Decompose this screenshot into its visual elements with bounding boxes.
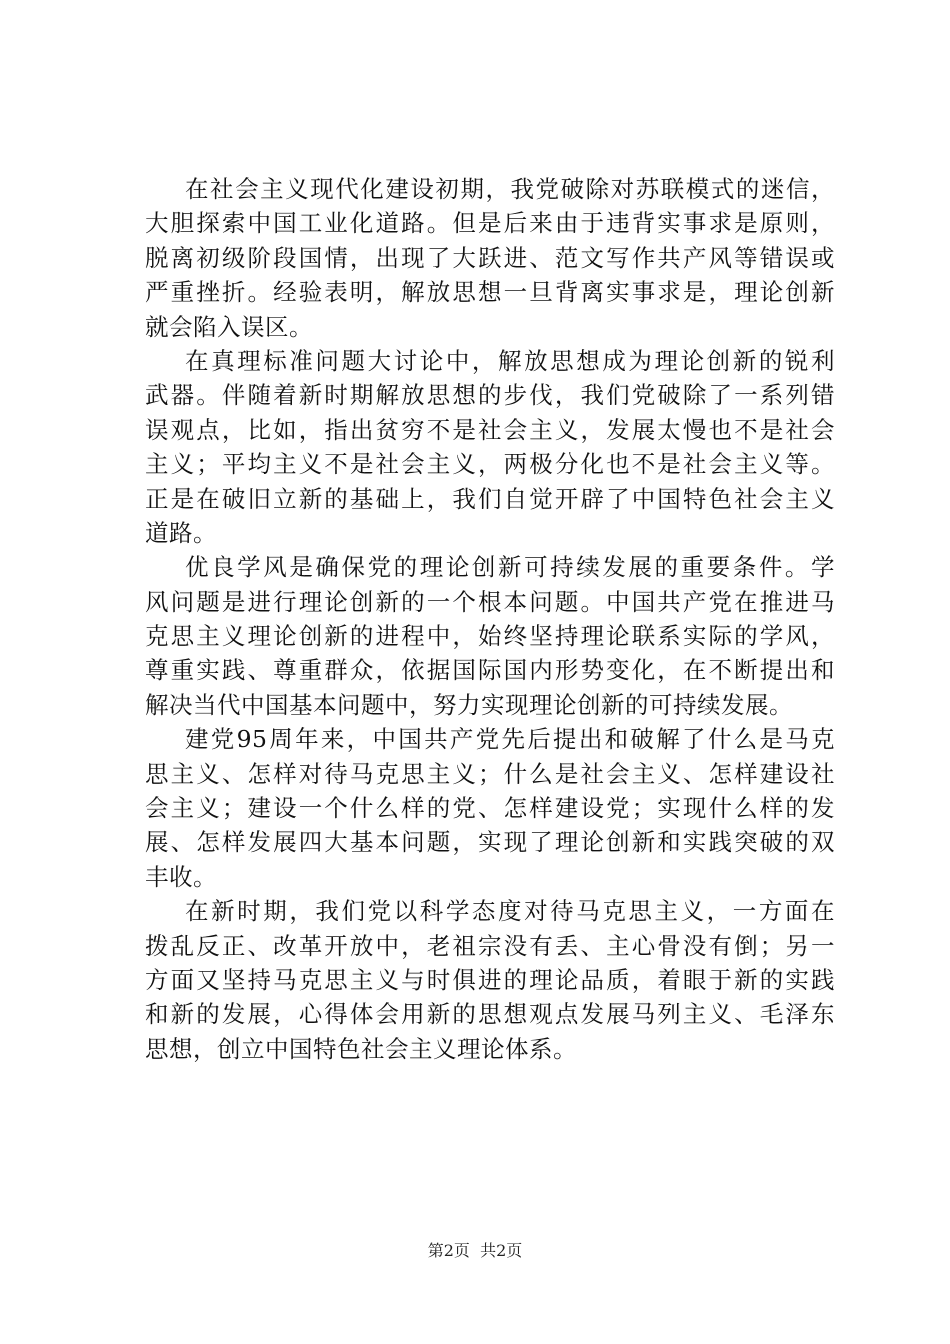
text-line: 脱离初级阶段国情，出现了大跃进、范文写作共产风等错误或 (145, 243, 835, 272)
text-line: 就会陷入误区。 (145, 312, 313, 341)
text-line: 建党95周年来，中国共产党先后提出和破解了什么是马克 (185, 725, 835, 754)
text-line: 风问题是进行理论创新的一个根本问题。中国共产党在推进马 (145, 587, 835, 616)
text-line: 道路。 (145, 518, 217, 547)
text-line: 和新的发展，心得体会用新的思想观点发展马列主义、毛泽东 (145, 1000, 835, 1029)
text-line: 克思主义理论创新的进程中，始终坚持理论联系实际的学风， (145, 622, 835, 651)
text-line: 会主义；建设一个什么样的党、怎样建设党；实现什么样的发 (145, 794, 835, 823)
paragraph-2 (145, 344, 835, 550)
document-body (145, 172, 835, 1066)
text-line: 误观点，比如，指出贫穷不是社会主义，发展太慢也不是社会 (145, 415, 835, 444)
page-number: 第2页 (427, 1241, 470, 1260)
text-line: 在真理标准问题大讨论中，解放思想成为理论创新的锐利 (185, 346, 835, 375)
text-line: 正是在破旧立新的基础上，我们自觉开辟了中国特色社会主义 (145, 484, 835, 513)
text-line: 拨乱反正、改革开放中，老祖宗没有丢、主心骨没有倒；另一 (145, 931, 835, 960)
text-line: 大胆探索中国工业化道路。但是后来由于违背实事求是原则， (145, 209, 835, 238)
text-line: 展、怎样发展四大基本问题，实现了理论创新和实践突破的双 (145, 828, 835, 857)
paragraph-5 (145, 894, 835, 1066)
text-line: 解决当代中国基本问题中，努力实现理论创新的可持续发展。 (145, 690, 793, 719)
page-total: 共2页 (480, 1241, 523, 1260)
text-line: 思想，创立中国特色社会主义理论体系。 (145, 1034, 577, 1063)
text-line: 方面又坚持马克思主义与时俱进的理论品质，着眼于新的实践 (145, 965, 835, 994)
paragraph-4 (145, 722, 835, 894)
page-footer (0, 1240, 950, 1262)
text-line: 主义；平均主义不是社会主义，两极分化也不是社会主义等。 (145, 450, 835, 479)
paragraph-1 (145, 172, 835, 344)
text-line: 武器。伴随着新时期解放思想的步伐，我们党破除了一系列错 (145, 381, 835, 410)
text-line: 优良学风是确保党的理论创新可持续发展的重要条件。学 (185, 553, 835, 582)
text-line: 在社会主义现代化建设初期，我党破除对苏联模式的迷信， (185, 175, 835, 203)
text-line: 丰收。 (145, 862, 217, 891)
text-line: 尊重实践、尊重群众，依据国际国内形势变化，在不断提出和 (145, 656, 835, 685)
text-line: 在新时期，我们党以科学态度对待马克思主义，一方面在 (185, 897, 835, 926)
text-line: 严重挫折。经验表明，解放思想一旦背离实事求是，理论创新 (145, 278, 835, 307)
paragraph-3 (145, 550, 835, 722)
text-line: 思主义、怎样对待马克思主义；什么是社会主义、怎样建设社 (145, 759, 835, 788)
